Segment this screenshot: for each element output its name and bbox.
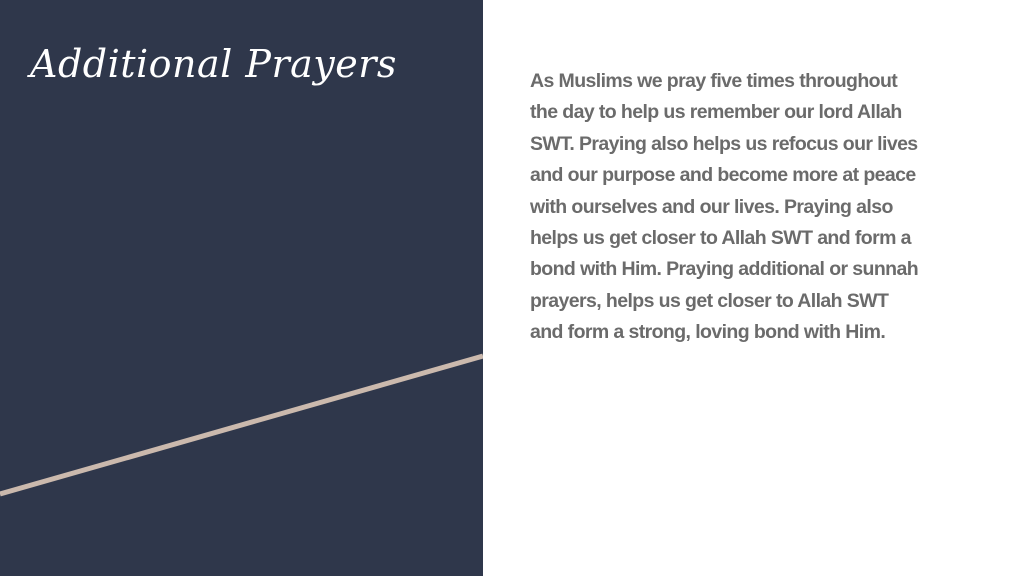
decorative-diagonal-line <box>0 0 483 576</box>
title-panel <box>0 0 483 576</box>
slide-title: Additional Prayers <box>30 42 397 86</box>
slide-body-text: As Muslims we pray five times throughout the day to help us remember our lord Allah SWT. Praying also helps us refocus our lives and our purpose and become more at peace with ourselves and our lives. Praying also helps us get closer to Allah SWT and form a bond with Him. Praying additional or sunnah prayers, helps us get closer to Allah SWT and form a strong, loving bond with Him. <box>530 70 919 344</box>
